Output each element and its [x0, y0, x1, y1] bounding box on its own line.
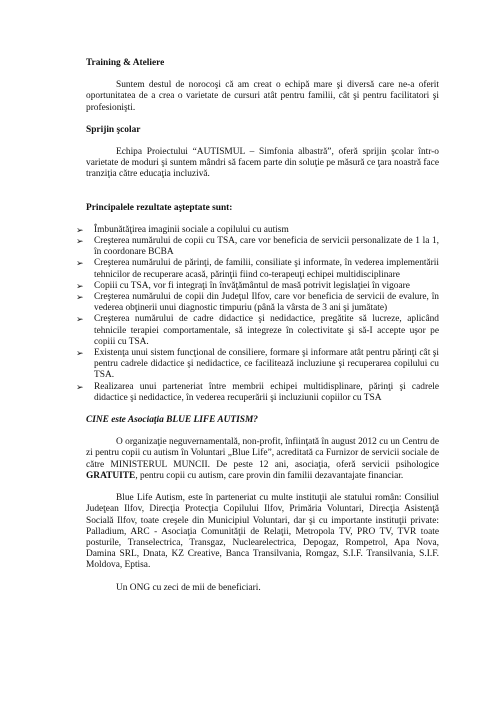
- list-item-text: Realizarea unui parteneriat între membrii echipei multidisplinare, părinţi şi cadrele didactice şi nedidactice, în vederea recuperării şi incluziunii copiilor cu TSA: [94, 381, 439, 403]
- list-item-text: Creşterea numărului de copii cu TSA, care vor beneficia de servicii personalizate de 1 la 1, în coordonare BCBA: [94, 236, 439, 258]
- training-paragraph: Suntem destul de norocoşi că am creat o echipă mare şi diversă care ne-a oferit oportunitatea de a crea o varietate de cursuri atât pentru familii, cât şi pentru facilitatori şi profesionişti.: [86, 80, 439, 113]
- list-item-text: Copiii cu TSA, vor fi integraţi în învăţământul de masă potrivit legislaţiei în vigoare: [94, 280, 410, 291]
- rezultate-list: [76, 225, 439, 404]
- arrow-bullet-icon: ➢: [76, 236, 84, 247]
- spacer: [86, 426, 439, 437]
- spacer: [86, 136, 439, 147]
- spacer: [86, 214, 439, 225]
- list-item: [76, 225, 439, 236]
- cine-heading: CINE este Asociaţia BLUE LIFE AUTISM?: [86, 415, 258, 426]
- spacer: [86, 181, 439, 203]
- training-heading: Training & Ateliere: [86, 58, 165, 68]
- list-item: [76, 236, 439, 258]
- gratuite-emphasis: GRATUITE: [86, 470, 136, 481]
- arrow-bullet-icon: ➢: [76, 348, 84, 359]
- spacer: [86, 404, 439, 415]
- cine-paragraph-2: Blue Life Autism, este în parteneriat cu multe instituţii ale statului român: Consiliul Judeţean Ilfov, Direcţia Protecţia Copilului Ilfov, Primăria Voluntari, Direcţia Asistenţă Socială Ilfov, toate creşele din Municipiul Voluntari, dar şi cu importante instituţii private: Palladium, ARC - Asociaţia Comunităţii de Relaţii, Metropola TV, PRO TV, TVR toate posturile, Transelectrica, Transgaz, Nuclearelectrica, Depogaz, Rompetrol, Apa Nova, Damina SRL, Dnata, KZ Creative, Banca Transilvania, Romgaz, S.I.F. Transilvania, S.I.F. Moldova, Eptisa.: [86, 493, 439, 571]
- arrow-bullet-icon: ➢: [76, 381, 84, 392]
- list-item-text: Creşterea numărului de copii din Judeţul Ilfov, care vor beneficia de servicii de evalure, în vederea obţinerii unui diagnostic timpuriu (până la vârsta de 3 ani şi jumătate): [94, 292, 439, 314]
- cine-p1-text-end: , pentru copii cu autism, care provin din familii dezavantajate financiar.: [135, 470, 404, 481]
- list-item: [76, 292, 439, 314]
- arrow-bullet-icon: ➢: [76, 280, 84, 291]
- arrow-bullet-icon: ➢: [76, 258, 84, 269]
- list-item: [76, 281, 439, 292]
- list-item: [76, 348, 439, 382]
- list-item: [76, 382, 439, 404]
- arrow-bullet-icon: ➢: [76, 292, 84, 303]
- cine-p1-text: O organizaţie neguvernamentală, non-profit, înfiinţată în august 2012 cu un Centru de zi pentru copii cu autism în Voluntari „Blue Life”, acreditată ca Furnizor de servicii sociale de către MINISTERUL MUNCII. De peste 12 ani, asociaţia, oferă servicii psihologice: [86, 437, 439, 470]
- spacer: [86, 69, 439, 80]
- rezultate-heading: Principalele rezultate aşteptate sunt:: [86, 202, 233, 213]
- arrow-bullet-icon: ➢: [76, 314, 84, 325]
- spacer: [86, 572, 439, 583]
- list-item-text: Creşterea numărului de părinţi, de familii, consiliate şi informate, în vederea implementării tehnicilor de recuperare acasă, părinţii fiind co-terapeuţi echipei multidisciplinare: [94, 258, 439, 280]
- list-item-text: Existenţa unui sistem funcţional de consiliere, formare şi informare atât pentru părinţi cât şi pentru cadrele didactice şi nedidactice, ce facilitează incluziune şi recuperarea copilului cu TSA.: [94, 348, 439, 381]
- list-item: [76, 258, 439, 280]
- list-item: [76, 314, 439, 348]
- spacer: [86, 114, 439, 125]
- arrow-bullet-icon: ➢: [76, 224, 84, 235]
- sprijin-heading: Sprijin şcolar: [86, 124, 141, 135]
- list-item-text: Îmbunătăţirea imaginii sociale a copilului cu autism: [94, 224, 289, 235]
- sprijin-paragraph: Echipa Proiectului “AUTISMUL – Simfonia albastră”, oferă sprijin şcolar într-o varietate de moduri şi suntem mândri să facem parte din soluţie pe măsură ce ţara noastră face tranziţia către educaţia incluzivă.: [86, 147, 439, 180]
- cine-paragraph-3: Un ONG cu zeci de mii de beneficiari.: [116, 582, 261, 593]
- cine-paragraph-1: [86, 437, 439, 482]
- list-item-text: Creşterea numărului de cadre didactice şi nedidactice, pregătite să lucreze, aplicând tehnicile terapiei comportamentale, să integreze în colectivitate şi să-I accepte uşor pe copiii cu TSA.: [94, 314, 439, 347]
- spacer: [86, 482, 439, 493]
